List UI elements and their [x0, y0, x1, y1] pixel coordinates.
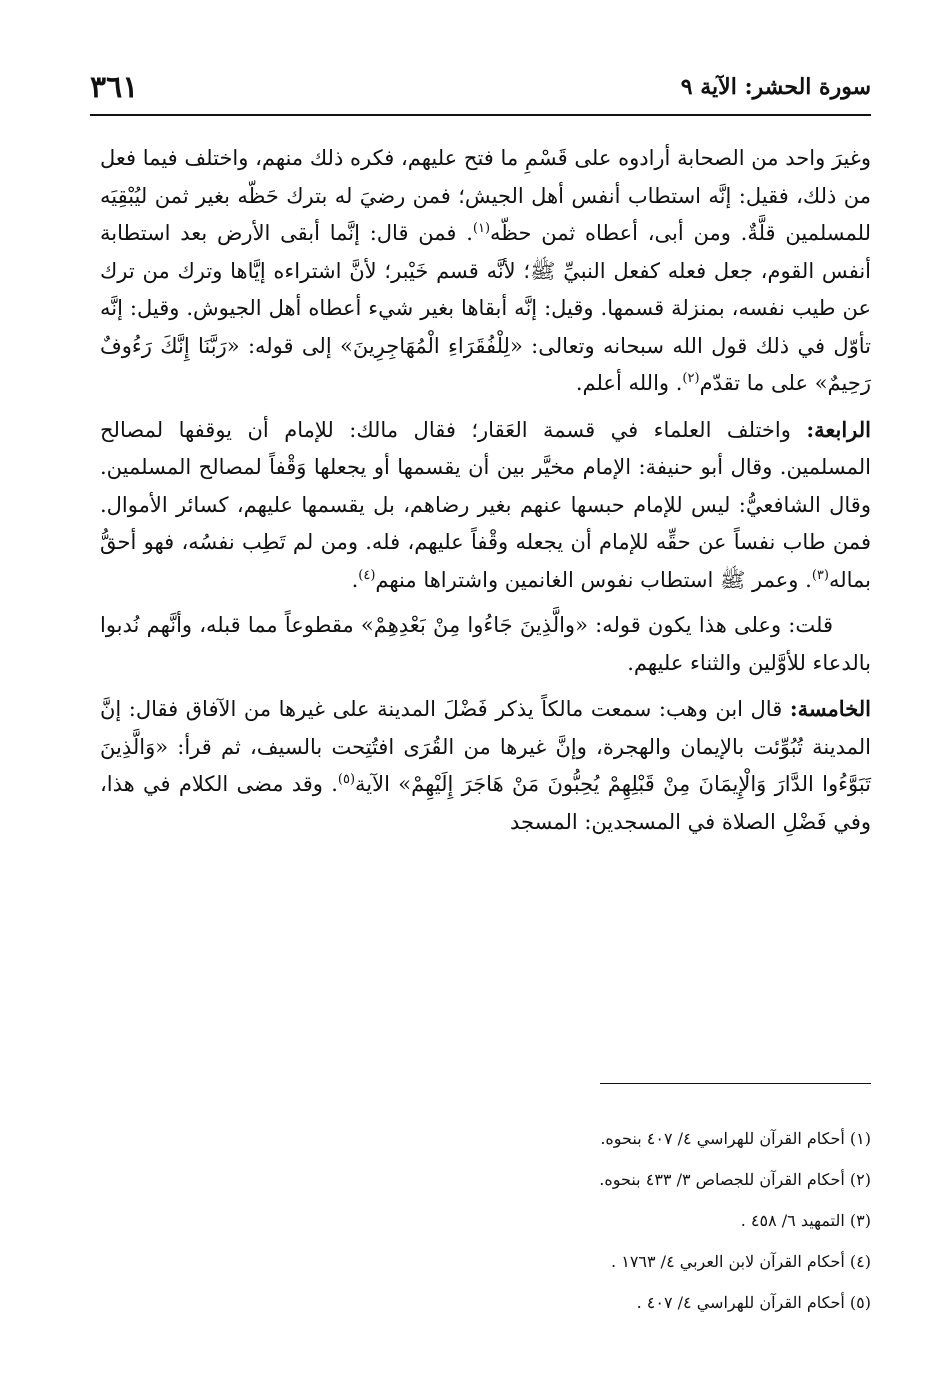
paragraph-text: قلت: وعلى هذا يكون قوله: «والَّذِينَ جَاءُوا مِنْ بَعْدِهِمْ» مقطوعاً مما قبله، وأنَّهم نُدبوا بالدعاء للأوَّلين والثناء عليهم.	[100, 613, 871, 675]
footnote: (٥) أحكام القرآن للهراسي ٤/ ٤٠٧ .	[636, 1293, 871, 1312]
paragraph-text: قال ابن وهب: سمعت مالكاً يذكر فَضْلَ المدينة على غيرها من الآفاق فقال: إنَّ المدينة تُبُوِّئت بالإيمان والهجرة، وإنَّ غيرها من القُرَى افتُتِحت بالسيف، ثم قرأ: «وَالَّذِينَ تَبَوَّءُوا الدَّارَ وَالْإِيمَانَ مِنْ قَبْلِهِمْ يُحِبُّونَ مَنْ هَاجَرَ إِلَيْهِمْ» الآية	[100, 697, 871, 796]
paragraph	[100, 140, 871, 403]
paragraph-text: . والله أعلم.	[575, 371, 683, 395]
paragraph	[100, 690, 871, 841]
footnotes	[100, 1118, 871, 1323]
paragraph-text: . وعمر ﷺ استطاب نفوس الغانمين واشتراها منهم	[375, 567, 812, 592]
paragraph-text: . وقد مضى الكلام في هذا، وفي فَضْلِ الصلاة في المسجدين: المسجد	[100, 772, 871, 834]
paragraph-text: واختلف العلماء في قسمة العَقار؛ فقال مالك: للإمام أن يوقفها لمصالح المسلمين. وقال أبو حنيفة: الإمام مخيَّر بين أن يقسمها أو يجعلها وَقْفاً لمصالح المسلمين. وقال الشافعيُّ: ليس للإمام حبسها عنهم بغير رضاهم، بل يقسمها عليهم، كسائر الأموال. فمن طاب نفساً عن حقِّه للإمام أن يجعله وقْفاً عليهم، فله. ومن لم تَطِب نفسُه، فهو أحقُّ بماله	[100, 417, 871, 592]
footnote: (٣) التمهيد ٦/ ٤٥٨ .	[740, 1211, 871, 1230]
page-number: ٣٦١	[90, 70, 139, 105]
footnote-ref: (٤)	[358, 567, 376, 583]
paragraph	[100, 607, 871, 682]
paragraph	[100, 411, 871, 600]
page-header	[90, 70, 871, 116]
footnote-ref: (٥)	[337, 772, 356, 787]
footnote-ref: (٣)	[811, 567, 829, 583]
footnote-ref: (١)	[472, 221, 491, 236]
paragraph-text: .	[351, 567, 359, 592]
paragraph-text: وغيرَ واحد من الصحابة أرادوه على قَسْمِ ما فتح عليهم، فكره ذلك منهم، واختلف فيما فعل من ذلك، فقيل: إنَّه استطاب أنفس أهل الجيش؛ فمن رضيَ له بترك حَظّه بغير ثمن ليُبْقِيَه للمسلمين قلَّةٌ. ومن أبى، أعطاه ثمن حظّه	[100, 146, 871, 245]
footnote: (١) أحكام القرآن للهراسي ٤/ ٤٠٧ بنحوه.	[600, 1129, 871, 1148]
footnote-ref: (٢)	[682, 371, 700, 386]
running-title: سورة الحشر: الآية ٩	[680, 74, 871, 100]
footnote-divider	[600, 1083, 871, 1084]
section-lead: الخامسة:	[789, 696, 871, 721]
main-text	[100, 140, 871, 849]
footnote: (٢) أحكام القرآن للجصاص ٣/ ٤٣٣ بنحوه.	[599, 1170, 871, 1189]
section-lead: الرابعة:	[806, 416, 871, 442]
footnote: (٤) أحكام القرآن لابن العربي ٤/ ١٧٦٣ .	[611, 1252, 871, 1271]
paragraph-text: . فمن قال: إنَّما أبقى الأرض بعد استطابة أنفس القوم، جعل فعله كفعل النبيِّ ﷺ؛ لأنَّه قسم خَيْبر؛ لأنَّ اشتراءه إيَّاها وترك من ترك عن طيب نفسه، بمنزلة قسمها. وقيل: إنَّه أبقاها بغير شيء أعطاه أهل الجيوش. وقيل: إنَّه تأوّل في ذلك قول الله سبحانه وتعالى: «لِلْفُقَرَاءِ الْمُهَاجِرِينَ» إلى قوله: «رَبَّنَا إِنَّكَ رَءُوفٌ رَحِيمٌ» على ما تقدّم	[100, 221, 871, 395]
